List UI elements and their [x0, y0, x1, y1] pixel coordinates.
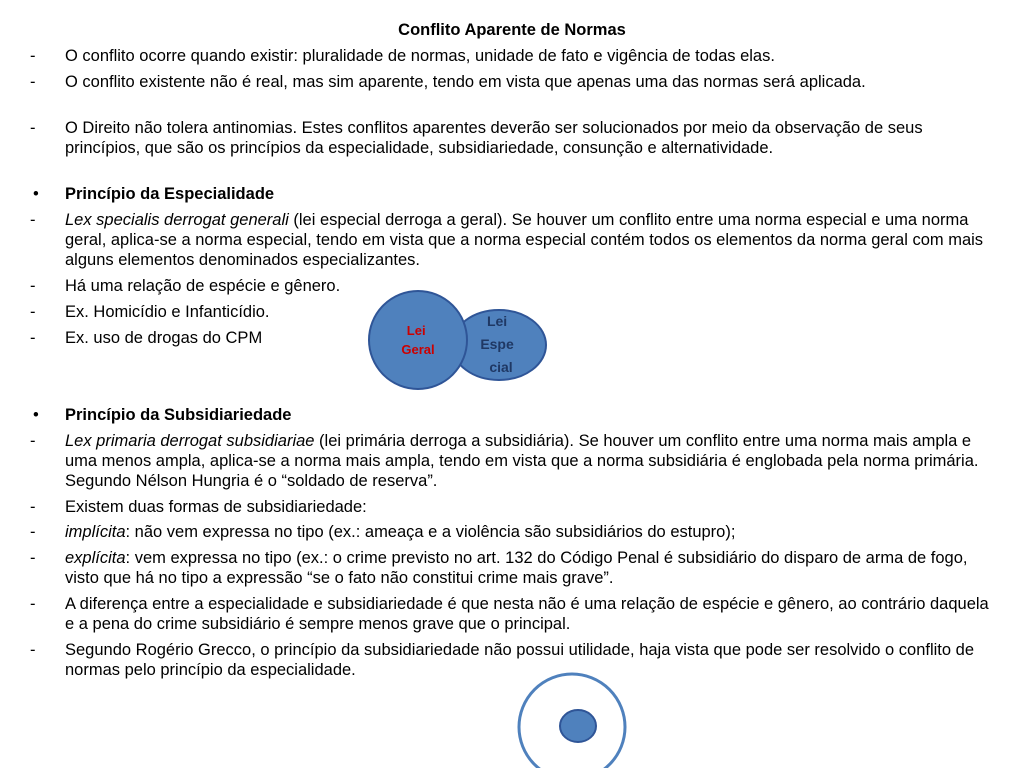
heading-especialidade: Princípio da Especialidade	[65, 185, 275, 203]
item-marker: -	[30, 432, 36, 450]
bullet-icon: •	[33, 406, 39, 424]
item-text: Existem duas formas de subsidiariedade:	[65, 498, 367, 516]
item-term: explícita	[65, 549, 126, 567]
item-text-rest: (lei especial derroga a geral). Se houver um conflito entre uma norma especial e uma norma geral, aplica-se a norma especial, tendo em vista que a norma especial contém todos os elementos da norma geral com mais alguns elementos denominados especializantes.	[65, 211, 984, 269]
item-marker: -	[30, 119, 36, 137]
lei-especial-label-3: cial	[489, 359, 513, 375]
item-text: Há uma relação de espécie e gênero.	[65, 277, 341, 295]
item-text: A diferença entre a especialidade e subsidiariedade é que nesta não é uma relação de espécie e gênero, ao contrário daquela e a pena do crime subsidiário é sempre menos grave que o principal.	[65, 595, 989, 633]
item-text: O Direito não tolera antinomias. Estes conflitos aparentes deverão ser solucionados por meio da observação de seus princípios, que são os princípios da especialidade, subsidiariedade, consunção e alternatividade.	[65, 119, 923, 157]
heading-subsidiariedade: Princípio da Subsidiariedade	[65, 406, 292, 424]
slide-title: Conflito Aparente de Normas	[398, 21, 626, 39]
item-marker: -	[30, 641, 36, 659]
item-text: O conflito ocorre quando existir: pluralidade de normas, unidade de fato e vigência de todas elas.	[65, 47, 775, 65]
bullet-icon: •	[33, 185, 39, 203]
item-text-rest: : vem expressa no tipo (ex.: o crime previsto no art. 132 do Código Penal é subsidiário do disparo de arma de fogo, visto que há no tipo a expressão “se o fato não constitui crime mais grave”.	[65, 549, 968, 587]
lei-especial-label-1: Lei	[486, 313, 508, 329]
item-text-rest: (lei primária derroga a subsidiária). Se houver um conflito entre uma norma mais ampla e uma menos ampla, aplica-se a norma mais ampla, tendo em vista que a norma subsidiária é englobada pela norma primária. Segundo Nélson Hungria é o “soldado de reserva”.	[65, 432, 979, 490]
latin-maxim: Lex primaria derrogat subsidiariae	[65, 432, 315, 450]
item-marker: -	[30, 277, 36, 295]
item-text: O conflito existente não é real, mas sim aparente, tendo em vista que apenas uma das normas será aplicada.	[65, 73, 866, 91]
item-marker: -	[30, 73, 36, 91]
item-marker: -	[30, 303, 36, 321]
item-marker: -	[30, 523, 36, 541]
item-marker: -	[30, 549, 36, 567]
item-text: Segundo Rogério Grecco, o princípio da subsidiariedade não possui utilidade, haja vista que pode ser resolvido o conflito de normas pelo princípio da especialidade.	[65, 641, 974, 679]
lei-geral-label-1: Lei	[406, 323, 426, 338]
item-marker: -	[30, 211, 36, 229]
item-marker: -	[30, 595, 36, 613]
item-marker: -	[30, 329, 36, 347]
lei-geral-label-2: Geral	[401, 342, 435, 357]
item-term: implícita	[65, 523, 126, 541]
latin-maxim: Lex specialis derrogat generali	[65, 211, 289, 229]
lei-especial-label-2: Espe	[480, 336, 514, 352]
inner-circle	[560, 710, 596, 742]
item-text: Ex. uso de drogas do CPM	[65, 329, 263, 347]
item-text-rest: : não vem expressa no tipo (ex.: ameaça e a violência são subsidiários do estupro);	[125, 523, 736, 541]
nested-circles	[519, 674, 625, 768]
item-marker: -	[30, 47, 36, 65]
lei-geral-circle	[369, 291, 467, 389]
item-marker: -	[30, 498, 36, 516]
item-text: Ex. Homicídio e Infanticídio.	[65, 303, 270, 321]
